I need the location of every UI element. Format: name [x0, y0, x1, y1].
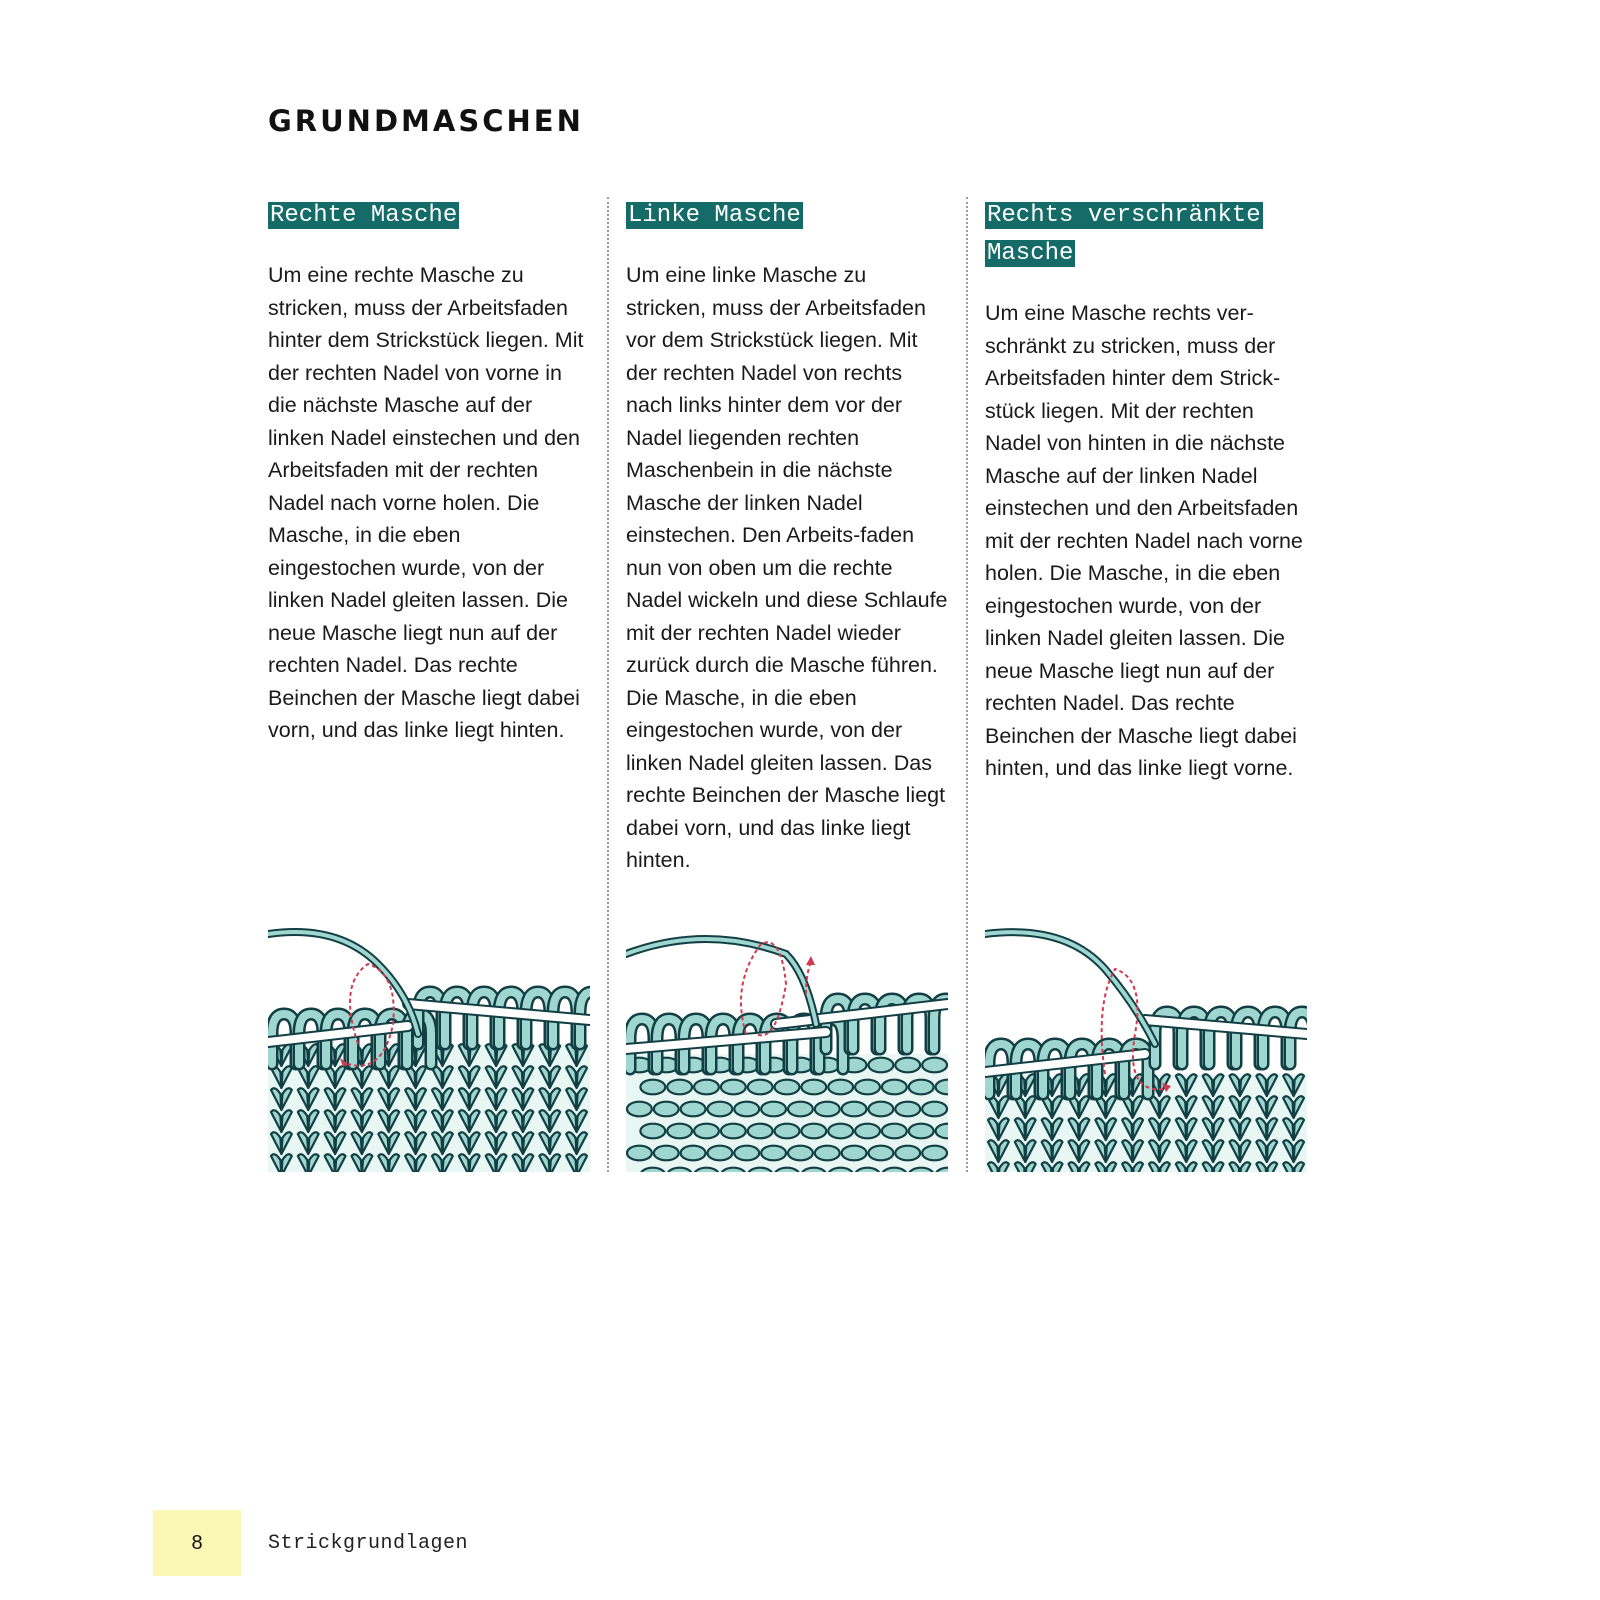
column-knit-stitch	[268, 197, 590, 747]
column-purl-stitch	[626, 197, 948, 877]
column-twisted-stitch	[985, 197, 1307, 785]
page-title: GRUNDMASCHEN	[268, 104, 584, 138]
purl-stitch-illustration	[626, 924, 948, 1172]
column-divider	[607, 197, 609, 1172]
section-heading: Rechts verschränkte Masche	[987, 202, 1261, 267]
footer-section-label: Strickgrundlagen	[268, 1532, 469, 1555]
section-heading: Rechte Masche	[270, 202, 458, 229]
section-body: Um eine Masche rechts ver-schränkt zu stricken, muss der Arbeitsfaden hinter dem Strick-stück liegen. Mit der rechten Nadel von hinten in die nächste Masche auf der linken Nadel einstechen und den Arbeitsfaden mit der rechten Nadel nach vorne holen. Die Masche, in die eben eingestochen wurde, von der linken Nadel gleiten lassen. Die neue Masche liegt nun auf der rechten Nadel. Das rechte Beinchen der Masche liegt dabei hinten, und das linke liegt vorne.	[985, 301, 1303, 780]
knit-stitch-illustration	[268, 924, 590, 1172]
page-number: 8	[191, 1531, 203, 1554]
page-number-badge	[153, 1510, 241, 1576]
column-divider	[966, 197, 968, 1172]
section-body: Um eine linke Masche zu stricken, muss der Arbeitsfaden vor dem Strickstück liegen. Mit der rechten Nadel von rechts nach links hinter dem vor der Nadel liegenden rechten Maschenbein in die nächste Masche der linken Nadel einstechen. Den Arbeits-faden nun von oben um die rechte Nadel wickeln und diese Schlaufe mit der rechten Nadel wieder zurück durch die Masche führen. Die Masche, in die eben eingestochen wurde, von der linken Nadel gleiten lassen. Das rechte Beinchen der Masche liegt dabei vorn, und das linke liegt hinten.	[626, 263, 948, 872]
twisted-knit-stitch-illustration	[985, 924, 1307, 1172]
section-heading: Linke Masche	[628, 202, 801, 229]
section-body: Um eine rechte Masche zu stricken, muss der Arbeitsfaden hinter dem Strickstück liegen. Mit der rechten Nadel von vorne in die nächste Masche auf der linken Nadel einstechen und den Arbeitsfaden mit der rechten Nadel nach vorne holen. Die Masche, in die eben eingestochen wurde, von der linken Nadel gleiten lassen. Die neue Masche liegt nun auf der rechten Nadel. Das rechte Beinchen der Masche liegt dabei vorn, und das linke liegt hinten.	[268, 263, 584, 742]
